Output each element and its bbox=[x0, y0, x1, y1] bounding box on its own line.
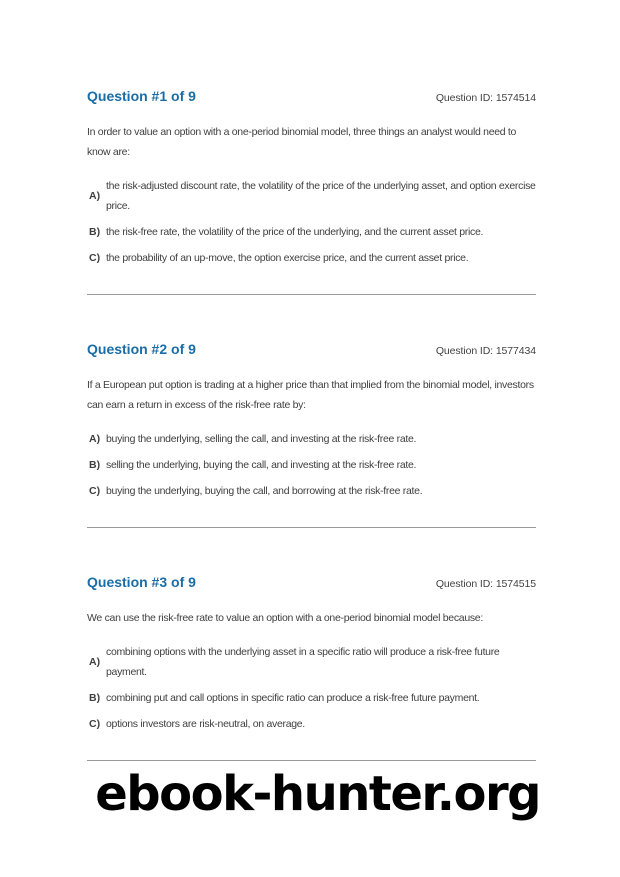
option-text: combining put and call options in specific ratio can produce a risk-free future payment. bbox=[106, 692, 480, 704]
question-block-1 bbox=[87, 88, 536, 295]
option-letter: B) bbox=[89, 692, 101, 704]
answer-option-b bbox=[87, 455, 536, 475]
answer-option-b bbox=[87, 688, 536, 708]
answer-option-b bbox=[87, 222, 536, 242]
question-title: Question #2 of 9 bbox=[87, 341, 196, 357]
watermark-text: ebook-hunter.org bbox=[95, 766, 540, 822]
option-letter: C) bbox=[89, 718, 101, 730]
question-id: Question ID: 1577434 bbox=[435, 345, 536, 357]
question-title: Question #1 of 9 bbox=[87, 88, 196, 104]
option-text: buying the underlying, selling the call, and investing at the risk-free rate. bbox=[106, 433, 417, 445]
answer-option-c bbox=[87, 714, 536, 734]
question-stem: We can use the risk-free rate to value an option with a one-period binomial model because: bbox=[87, 612, 483, 624]
section-divider bbox=[87, 294, 536, 295]
option-letter: A) bbox=[89, 433, 101, 445]
answer-option-c bbox=[87, 248, 536, 268]
question-stem: In order to value an option with a one-period binomial model, three things an analyst would need to know are: bbox=[87, 126, 517, 158]
option-text: options investors are risk-neutral, on average. bbox=[106, 718, 305, 730]
option-letter: A) bbox=[89, 190, 101, 202]
answer-options bbox=[87, 642, 536, 734]
answer-option-a bbox=[87, 176, 536, 216]
option-letter: A) bbox=[89, 656, 101, 668]
answer-option-a bbox=[87, 642, 536, 682]
option-text: the risk-adjusted discount rate, the volatility of the price of the underlying asset, and option exercise price. bbox=[106, 180, 536, 212]
section-divider bbox=[87, 527, 536, 528]
answer-option-a bbox=[87, 429, 536, 449]
option-letter: C) bbox=[89, 252, 101, 264]
question-id: Question ID: 1574515 bbox=[435, 578, 536, 590]
answer-options bbox=[87, 429, 536, 501]
answer-option-c bbox=[87, 481, 536, 501]
section-divider bbox=[87, 760, 536, 761]
answer-options bbox=[87, 176, 536, 268]
option-text: the probability of an up-move, the option exercise price, and the current asset price. bbox=[106, 252, 469, 264]
option-text: selling the underlying, buying the call, and investing at the risk-free rate. bbox=[106, 459, 417, 471]
question-stem: If a European put option is trading at a higher price than that implied from the binomial model, investors can earn a return in excess of the risk-free rate by: bbox=[87, 379, 534, 411]
option-letter: C) bbox=[89, 485, 101, 497]
option-text: the risk-free rate, the volatility of the price of the underlying, and the current asset price. bbox=[106, 226, 484, 238]
question-title: Question #3 of 9 bbox=[87, 574, 196, 590]
option-text: combining options with the underlying asset in a specific ratio will produce a risk-free future payment. bbox=[106, 646, 500, 678]
question-header bbox=[87, 88, 536, 104]
question-header bbox=[87, 574, 536, 590]
option-letter: B) bbox=[89, 226, 101, 238]
question-block-2 bbox=[87, 341, 536, 528]
question-header bbox=[87, 341, 536, 357]
option-letter: B) bbox=[89, 459, 101, 471]
question-id: Question ID: 1574514 bbox=[435, 92, 536, 104]
watermark-footer bbox=[87, 765, 540, 823]
option-text: buying the underlying, buying the call, and borrowing at the risk-free rate. bbox=[106, 485, 423, 497]
question-block-3 bbox=[87, 574, 536, 761]
